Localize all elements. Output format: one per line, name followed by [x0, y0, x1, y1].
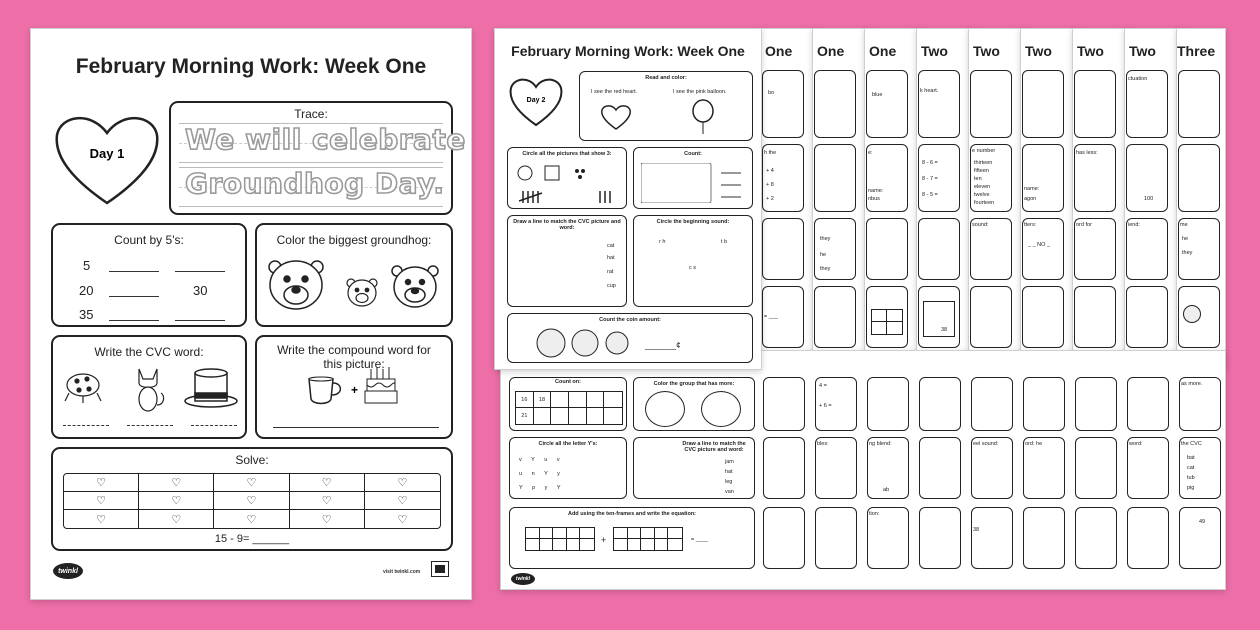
text-fragment: they	[820, 236, 831, 242]
cat-icon	[139, 369, 164, 411]
text-fragment: twelve	[974, 192, 990, 198]
letter-options: t b	[721, 239, 728, 245]
heart-outline-icon: ♡	[96, 513, 107, 526]
page-title: Two	[973, 43, 1000, 59]
heart-outline-icon: ♡	[96, 495, 107, 507]
count-heading: Count by 5's:	[114, 233, 184, 247]
text-fragment: + 2	[766, 196, 774, 202]
text-fragment: he	[1182, 236, 1189, 242]
text-fragment: fifteen	[974, 168, 989, 174]
text-fragment: bat	[1187, 455, 1195, 461]
cup-icon	[305, 373, 345, 407]
solve-heading: Solve:	[235, 453, 269, 467]
worksheet-page-day2	[494, 28, 762, 370]
footer-url: visit twinkl.com	[383, 569, 421, 575]
answer-blank[interactable]	[191, 425, 237, 426]
text-fragment: they	[820, 266, 831, 272]
answer-blank[interactable]	[109, 320, 159, 321]
answer-blank[interactable]	[175, 320, 225, 321]
text-fragment: agon	[1024, 196, 1037, 202]
cvc-word: cat	[607, 243, 615, 249]
begin-heading: Circle the beginning sound:	[656, 219, 730, 225]
text-fragment: eel sound:	[973, 441, 999, 447]
trace-line-2[interactable]: Groundhog Day.	[185, 167, 445, 200]
day-label: Day 2	[526, 97, 546, 104]
heart-outline-icon: ♡	[246, 477, 257, 489]
page-title: Two	[1129, 43, 1156, 59]
count-on-heading: Count on:	[555, 379, 581, 385]
count-number: 20	[79, 283, 94, 298]
text-fragment: + 6 =	[819, 403, 832, 409]
cvc-word: rat	[607, 269, 614, 275]
answer-blank[interactable]	[63, 425, 109, 426]
page-title: One	[869, 43, 897, 59]
count-heading: Count:	[684, 151, 702, 157]
count-by-fives-box	[51, 223, 247, 327]
letter-row: Y p y Y	[519, 485, 565, 491]
cvc-word: jam	[725, 459, 734, 465]
cvc-word: hat	[607, 255, 615, 261]
trace-line-1[interactable]: We will celebrate	[185, 123, 466, 156]
heart-icon	[599, 103, 633, 131]
text-fragment: tters:	[1024, 222, 1037, 228]
text-fragment: 49	[1199, 519, 1206, 525]
cvc-word: van	[725, 489, 734, 495]
text-fragment: sound:	[972, 222, 989, 228]
text-fragment: 4 =	[819, 383, 827, 389]
text-fragment: 38	[941, 327, 948, 333]
page-title: February Morning Work: Week One	[75, 55, 427, 78]
letter-row: u n Y y	[519, 471, 564, 477]
text-fragment: iend:	[1128, 222, 1140, 228]
count-number: 35	[79, 307, 94, 322]
page-title: Two	[1025, 43, 1052, 59]
page-title: One	[765, 43, 793, 59]
plus-sign: +	[601, 535, 607, 545]
ten-frame	[613, 527, 683, 551]
compound-heading: Write the compound word for this picture:	[277, 343, 431, 372]
text-fragment: me	[1180, 222, 1188, 228]
letter-heading: Circle all the letter Y's:	[538, 441, 598, 447]
text-fragment: 38	[973, 527, 980, 533]
page-title: One	[817, 43, 845, 59]
twinkl-logo: twinkl	[511, 573, 535, 585]
hearts-grid	[63, 473, 441, 529]
coin-heading: Count the coin amount:	[599, 317, 661, 323]
text-fragment: cat	[1187, 465, 1195, 471]
text-fragment: ng blend:	[869, 441, 892, 447]
text-fragment: = ___	[764, 314, 778, 320]
compound-word-box	[255, 335, 453, 439]
group-circle	[645, 391, 685, 427]
heart-outline-icon: ♡	[246, 495, 257, 507]
ten-frame	[871, 309, 903, 335]
text-fragment: eleven	[974, 184, 991, 190]
page-title: Three	[1177, 43, 1216, 59]
solve-equation[interactable]: 15 - 9= ______	[214, 533, 290, 545]
text-fragment: he	[820, 252, 827, 258]
heart-outline-icon: ♡	[321, 477, 332, 489]
cvc-word: hat	[725, 469, 733, 475]
text-fragment: name:	[1024, 186, 1040, 192]
coins	[535, 327, 635, 359]
heart-outline-icon: ♡	[171, 513, 182, 526]
heart-outline-icon: ♡	[171, 477, 182, 489]
text-fragment: bo	[768, 90, 775, 96]
text-fragment: pig	[1187, 485, 1195, 491]
text-fragment: h the	[764, 150, 777, 156]
cake-icon	[363, 365, 399, 407]
text-fragment: name:	[868, 188, 884, 194]
trace-heading: Trace:	[294, 107, 328, 121]
cvc-word-box	[51, 335, 247, 439]
cvc-word: leg	[725, 479, 733, 485]
number-grid: 16 18 21	[515, 391, 623, 425]
heart-outline-icon: ♡	[397, 477, 408, 489]
text-fragment: bles:	[817, 441, 829, 447]
solve-box	[51, 447, 453, 551]
group-heading: Color the group that has more:	[653, 381, 735, 387]
groundhog-small	[347, 279, 377, 306]
balloon-icon	[691, 99, 715, 135]
plus-sign: +	[351, 383, 359, 397]
cvc-pictures	[61, 365, 241, 413]
page-title: Two	[1077, 43, 1104, 59]
circle-heading: Circle all the pictures that show 3:	[522, 151, 612, 157]
cvc-heading: Draw a line to match the CVC picture and word:	[682, 441, 746, 453]
text-fragment: 8 - 5 =	[922, 192, 938, 198]
groundhog-icons	[267, 255, 445, 317]
badge-icon	[431, 561, 449, 577]
text-fragment: e:	[868, 150, 873, 156]
text-fragment: they	[1182, 250, 1193, 256]
text-fragment: the CVC	[1181, 441, 1202, 447]
text-fragment: blue	[872, 92, 883, 98]
groundhog-box	[255, 223, 453, 327]
answer-blank[interactable]	[109, 271, 159, 272]
heart-outline-icon: ♡	[321, 495, 332, 507]
ten-frame	[525, 527, 595, 551]
heart-outline-icon: ♡	[397, 495, 408, 507]
text-fragment: as more.	[1181, 381, 1203, 387]
text-fragment: + 8	[766, 182, 774, 188]
count-number: 30	[193, 283, 208, 298]
trace-box	[169, 101, 466, 215]
answer-blank[interactable]	[109, 296, 159, 297]
text-fragment: ctuation	[1128, 76, 1148, 82]
text-fragment: tub	[1187, 475, 1195, 481]
heart-outline-icon: ♡	[171, 495, 182, 507]
letter-row: v Y u v	[519, 457, 564, 463]
ten-frame-heading: Add using the ten-frames and write the equation:	[567, 511, 697, 517]
text-fragment: word:	[1129, 441, 1143, 447]
text-fragment: 8 - 6 =	[922, 160, 938, 166]
cvc-word: cup	[607, 283, 616, 289]
answer-blank[interactable]	[273, 427, 439, 428]
bug-icon	[65, 374, 101, 403]
read-heading: Read and color:	[645, 75, 687, 81]
letter-options: r h	[659, 239, 666, 245]
group-circle	[701, 391, 741, 427]
page-title: Two	[921, 43, 948, 59]
heart-outline-icon: ♡	[246, 513, 257, 526]
heart-outline-icon: ♡	[96, 477, 107, 489]
text-fragment: tion:	[869, 511, 880, 517]
groundhog-heading: Color the biggest groundhog:	[276, 233, 432, 247]
groundhog-medium	[392, 266, 438, 307]
coin-answer: _______¢	[645, 341, 681, 350]
text-fragment: 8 - 7 =	[922, 176, 938, 182]
worksheet-page-day1	[30, 28, 472, 600]
count-number: 5	[83, 258, 91, 273]
groundhog-large	[269, 261, 323, 309]
text-fragment: thirteen	[974, 160, 993, 166]
text-fragment: 100	[1144, 196, 1154, 202]
pictures-group	[515, 163, 619, 205]
heart-outline-icon: ♡	[321, 513, 332, 526]
text-fragment: nbus	[868, 196, 880, 202]
text-fragment: + 4	[766, 168, 774, 174]
text-fragment: _ _ NO _	[1028, 242, 1051, 248]
cvc-heading: Write the CVC word:	[94, 345, 204, 359]
hearts-count-grid	[641, 163, 745, 203]
text-fragment: ten	[974, 176, 982, 182]
equals-blank: = ____	[691, 537, 708, 543]
hat-icon	[185, 369, 237, 407]
coin-icon	[1183, 305, 1201, 323]
text-fragment: has less:	[1076, 150, 1098, 156]
text-fragment: ord for	[1076, 222, 1092, 228]
text-fragment: ab	[883, 487, 890, 493]
text-fragment: e number	[972, 148, 996, 154]
worksheet-page-lower	[500, 350, 1226, 590]
page-title: February Morning Work: Week One	[511, 43, 745, 59]
cvc-heading: Draw a line to match the CVC picture and word:	[513, 219, 621, 231]
text-fragment: ord: he	[1025, 441, 1043, 447]
twinkl-logo: twinkl	[53, 563, 83, 579]
read-sentence: I see the pink balloon.	[673, 89, 727, 95]
back-row-content	[760, 70, 1226, 370]
answer-blank[interactable]	[175, 271, 225, 272]
read-sentence: I see the red heart.	[591, 89, 638, 95]
text-fragment: k heart.	[920, 88, 939, 94]
text-fragment: fourteen	[974, 200, 995, 206]
day-label: Day 1	[89, 146, 125, 161]
answer-blank[interactable]	[127, 425, 173, 426]
heart-outline-icon: ♡	[397, 513, 408, 526]
letter-options: c s	[689, 265, 697, 271]
